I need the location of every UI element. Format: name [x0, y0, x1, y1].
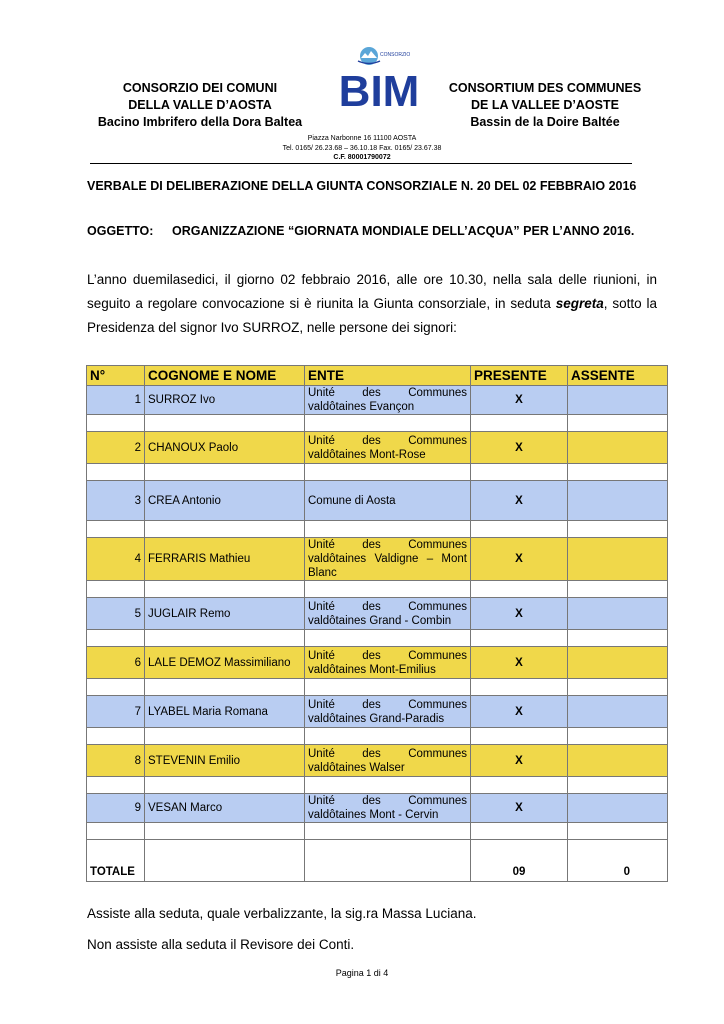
letterhead-line: Bacino Imbrifero della Dora Baltea — [97, 115, 303, 129]
row-name: CREA Antonio — [145, 481, 305, 521]
table-row — [87, 481, 668, 521]
row-ente: Unité des Communes valdôtaines Mont - Cervin — [305, 794, 471, 823]
bim-logo — [334, 44, 424, 116]
spacer-cell — [87, 464, 145, 481]
letterhead-line: Bassin de la Doire Baltée — [470, 115, 620, 129]
row-present: X — [471, 696, 568, 728]
spacer-cell — [145, 823, 305, 840]
spacer-cell — [568, 777, 668, 794]
row-name: LALE DEMOZ Massimiliano — [145, 647, 305, 679]
document-title: VERBALE DI DELIBERAZIONE DELLA GIUNTA CONSORZIALE N. 20 DEL 02 FEBBRAIO 2016 — [87, 179, 637, 193]
row-name: JUGLAIR Remo — [145, 598, 305, 630]
spacer-cell — [305, 464, 471, 481]
spacer-cell — [471, 581, 568, 598]
table-header-row — [87, 366, 668, 386]
spacer-row — [87, 823, 668, 840]
intro-paragraph — [87, 268, 657, 340]
logo-small-text: CONSORZIO — [380, 52, 411, 58]
spacer-row — [87, 679, 668, 696]
row-ente: Unité des Communes valdôtaines Valdigne – Mont Blanc — [305, 538, 471, 581]
subject-text: ORGANIZZAZIONE “GIORNATA MONDIALE DELL’ACQUA” PER L’ANNO 2016. — [172, 224, 635, 238]
row-present: X — [471, 745, 568, 777]
total-present: 09 — [471, 840, 568, 882]
row-ente: Unité des Communes valdôtaines Walser — [305, 745, 471, 777]
spacer-cell — [568, 679, 668, 696]
table-row — [87, 598, 668, 630]
row-number: 3 — [87, 481, 145, 521]
row-name: SURROZ Ivo — [145, 386, 305, 415]
attendance-table — [86, 365, 668, 882]
row-present: X — [471, 481, 568, 521]
spacer-cell — [568, 630, 668, 647]
row-absent — [568, 538, 668, 581]
row-number: 2 — [87, 432, 145, 464]
spacer-cell — [87, 679, 145, 696]
spacer-cell — [145, 464, 305, 481]
tax-code: C.F. 80001790072 — [333, 154, 391, 161]
total-row — [87, 840, 668, 882]
spacer-cell — [471, 464, 568, 481]
spacer-cell — [305, 415, 471, 432]
spacer-cell — [568, 581, 668, 598]
spacer-cell — [145, 777, 305, 794]
spacer-cell — [471, 823, 568, 840]
intro-emphasis: segreta — [555, 296, 604, 311]
phone-line: Tel. 0165/ 26.23.68 – 36.10.18 Fax. 0165/ 23.67.38 — [282, 144, 442, 152]
header-absent: ASSENTE — [568, 366, 668, 386]
header-ente: ENTE — [305, 366, 471, 386]
spacer-cell — [305, 630, 471, 647]
letterhead-line: DE LA VALLEE D’AOSTE — [471, 98, 619, 112]
letterhead-line: CONSORZIO DEI COMUNI — [122, 81, 278, 95]
spacer-row — [87, 581, 668, 598]
row-absent — [568, 647, 668, 679]
total-empty — [145, 840, 305, 882]
row-present: X — [471, 794, 568, 823]
row-name: VESAN Marco — [145, 794, 305, 823]
row-absent — [568, 481, 668, 521]
intro-text-end: , sotto la Presidenza del signor Ivo SURROZ, nelle persone dei signori: — [87, 296, 657, 335]
spacer-cell — [305, 679, 471, 696]
row-absent — [568, 598, 668, 630]
table-row — [87, 794, 668, 823]
row-name: FERRARIS Mathieu — [145, 538, 305, 581]
header-present: PRESENTE — [471, 366, 568, 386]
table-row — [87, 386, 668, 415]
spacer-cell — [87, 415, 145, 432]
spacer-cell — [87, 581, 145, 598]
spacer-cell — [145, 581, 305, 598]
spacer-cell — [305, 521, 471, 538]
spacer-cell — [568, 521, 668, 538]
address-line: Piazza Narbonne 16 11100 AOSTA — [307, 135, 417, 142]
address-block — [262, 134, 462, 163]
logo-text: BIM — [338, 67, 420, 116]
spacer-cell — [145, 415, 305, 432]
spacer-cell — [87, 521, 145, 538]
row-absent — [568, 386, 668, 415]
spacer-cell — [87, 777, 145, 794]
spacer-cell — [471, 679, 568, 696]
row-number: 6 — [87, 647, 145, 679]
row-ente: Unité des Communes valdôtaines Evançon — [305, 386, 471, 415]
row-name: STEVENIN Emilio — [145, 745, 305, 777]
row-absent — [568, 696, 668, 728]
spacer-cell — [471, 521, 568, 538]
spacer-cell — [145, 630, 305, 647]
row-present: X — [471, 647, 568, 679]
table-row — [87, 647, 668, 679]
spacer-cell — [145, 679, 305, 696]
table-row — [87, 538, 668, 581]
spacer-row — [87, 415, 668, 432]
closing-line: Assiste alla seduta, quale verbalizzante, la sig.ra Massa Luciana. — [87, 906, 477, 921]
spacer-row — [87, 777, 668, 794]
spacer-cell — [87, 630, 145, 647]
row-name: LYABEL Maria Romana — [145, 696, 305, 728]
row-present: X — [471, 538, 568, 581]
row-absent — [568, 432, 668, 464]
total-label: TOTALE — [87, 840, 145, 882]
header-number: N° — [87, 366, 145, 386]
spacer-cell — [145, 728, 305, 745]
table-body — [87, 386, 668, 840]
closing-line: Non assiste alla seduta il Revisore dei Conti. — [87, 937, 355, 952]
total-absent: 0 — [568, 840, 668, 882]
row-number: 9 — [87, 794, 145, 823]
row-ente: Unité des Communes valdôtaines Mont-Rose — [305, 432, 471, 464]
row-number: 7 — [87, 696, 145, 728]
spacer-cell — [305, 777, 471, 794]
spacer-cell — [471, 415, 568, 432]
row-number: 5 — [87, 598, 145, 630]
row-ente: Unité des Communes valdôtaines Grand-Paradis — [305, 696, 471, 728]
spacer-cell — [568, 415, 668, 432]
spacer-cell — [471, 777, 568, 794]
header-name: COGNOME E NOME — [145, 366, 305, 386]
row-ente: Unité des Communes valdôtaines Mont-Emilius — [305, 647, 471, 679]
spacer-cell — [305, 728, 471, 745]
subject-label: OGGETTO: — [87, 224, 154, 238]
spacer-cell — [568, 728, 668, 745]
intro-text: L’anno duemilasedici, il giorno 02 febbraio 2016, alle ore 10.30, nella sala delle riunioni, in seguito a regolare convocazione si è riunita la Giunta consorziale, in seduta — [87, 272, 657, 311]
letterhead-french — [420, 80, 670, 131]
table-row — [87, 432, 668, 464]
spacer-cell — [471, 630, 568, 647]
table-row — [87, 696, 668, 728]
spacer-cell — [87, 823, 145, 840]
letterhead-line: DELLA VALLE D’AOSTA — [128, 98, 272, 112]
table-row — [87, 745, 668, 777]
spacer-cell — [568, 464, 668, 481]
header-divider — [90, 163, 632, 164]
spacer-cell — [305, 823, 471, 840]
row-present: X — [471, 432, 568, 464]
row-absent — [568, 745, 668, 777]
letterhead-italian — [75, 80, 325, 131]
spacer-row — [87, 464, 668, 481]
spacer-row — [87, 728, 668, 745]
row-present: X — [471, 386, 568, 415]
spacer-row — [87, 630, 668, 647]
row-number: 8 — [87, 745, 145, 777]
row-present: X — [471, 598, 568, 630]
row-number: 1 — [87, 386, 145, 415]
page-footer: Pagina 1 di 4 — [335, 968, 389, 978]
total-empty — [305, 840, 471, 882]
spacer-cell — [305, 581, 471, 598]
row-name: CHANOUX Paolo — [145, 432, 305, 464]
row-absent — [568, 794, 668, 823]
row-ente: Unité des Communes valdôtaines Grand - Combin — [305, 598, 471, 630]
letterhead-line: CONSORTIUM DES COMMUNES — [448, 81, 642, 95]
spacer-cell — [471, 728, 568, 745]
spacer-cell — [568, 823, 668, 840]
spacer-row — [87, 521, 668, 538]
spacer-cell — [87, 728, 145, 745]
row-ente: Comune di Aosta — [305, 481, 471, 521]
row-number: 4 — [87, 538, 145, 581]
spacer-cell — [145, 521, 305, 538]
